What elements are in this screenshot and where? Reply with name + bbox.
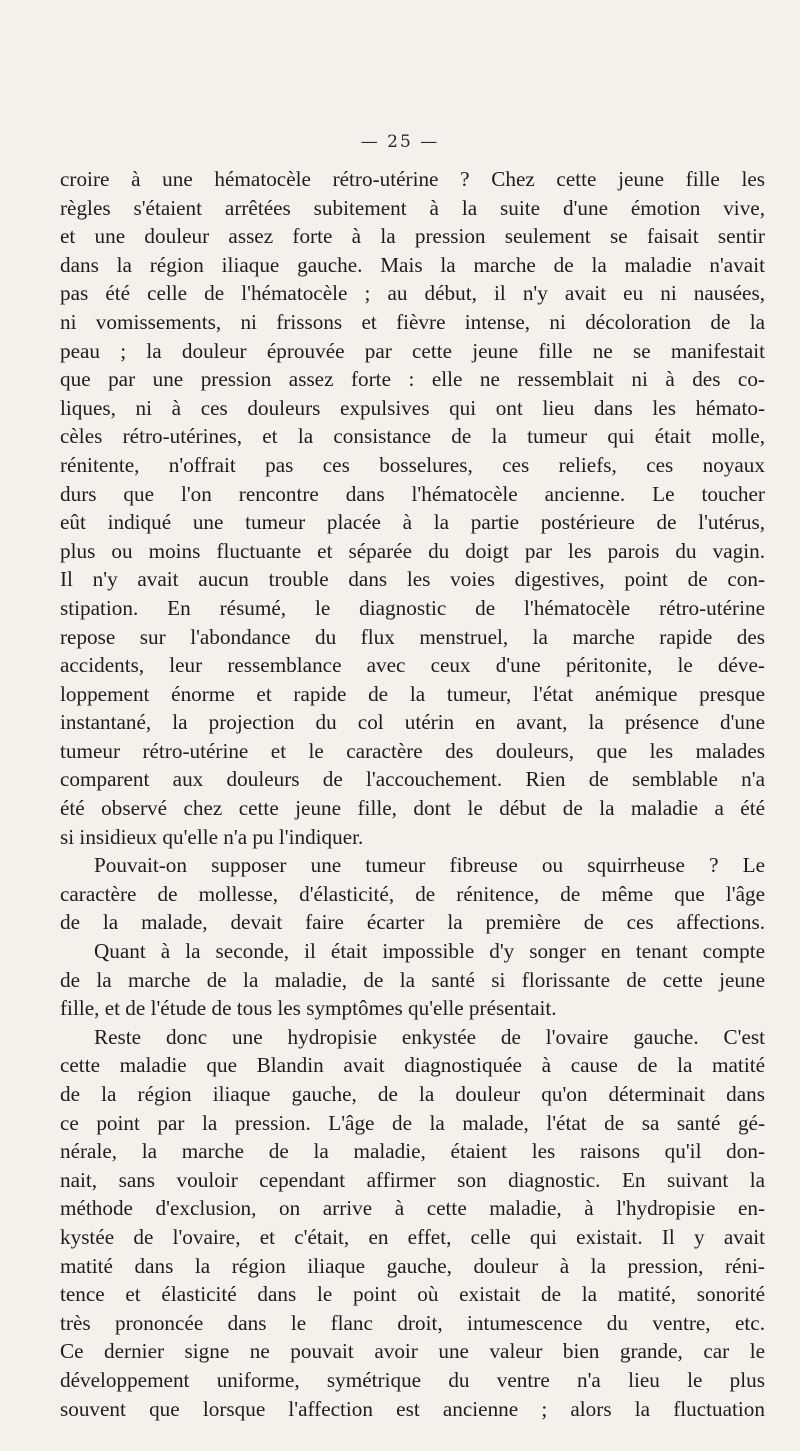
text-line: comparent aux douleurs de l'accouchement. Rien de semblable n'a [60, 767, 765, 792]
text-line: kystée de l'ovaire, et c'était, en effet, celle qui existait. Il y avait [60, 1224, 765, 1249]
text-line: si insidieux qu'elle n'a pu l'indiquer. [60, 824, 364, 849]
text-line: Reste donc une hydropisie enkystée de l'ovaire gauche. C'est [94, 1024, 765, 1049]
text-line: fille, et de l'étude de tous les symptômes qu'elle présentait. [60, 996, 557, 1021]
text-line: instantané, la projection du col utérin en avant, la présence d'une [60, 710, 765, 735]
text-line: Pouvait-on supposer une tumeur fibreuse ou squirrheuse ? Le [94, 853, 765, 878]
text-line: nait, sans vouloir cependant affirmer son diagnostic. En suivant la [60, 1167, 765, 1192]
text-line: ni vomissements, ni frissons et fièvre intense, ni décoloration de la [60, 309, 765, 334]
text-line: rénitente, n'offrait pas ces bosselures, ces reliefs, ces noyaux [60, 452, 765, 477]
text-line: tumeur rétro-utérine et le caractère des douleurs, que les malades [60, 738, 765, 763]
text-line: que par une pression assez forte : elle ne ressemblait ni à des co- [60, 367, 765, 392]
text-line: plus ou moins fluctuante et séparée du doigt par les parois du vagin. [60, 538, 765, 563]
text-line: été observé chez cette jeune fille, dont le début de la maladie a été [60, 796, 765, 821]
text-line: ce point par la pression. L'âge de la malade, l'état de sa santé gé- [60, 1110, 765, 1135]
text-line: de la marche de la maladie, de la santé si florissante de cette jeune [60, 967, 765, 992]
text-line: très prononcée dans le flanc droit, intumescence du ventre, etc. [60, 1310, 765, 1335]
text-line: développement uniforme, symétrique du ventre n'a lieu le plus [60, 1367, 765, 1392]
text-line: Ce dernier signe ne pouvait avoir une valeur bien grande, car le [60, 1339, 765, 1364]
text-line: de la région iliaque gauche, de la douleur qu'on déterminait dans [60, 1082, 765, 1106]
text-line: stipation. En résumé, le diagnostic de l'hématocèle rétro-utérine [60, 595, 765, 620]
text-line: eût indiqué une tumeur placée à la partie postérieure de l'utérus, [60, 510, 765, 535]
text-line: nérale, la marche de la maladie, étaient les raisons qu'il don- [60, 1139, 765, 1164]
text-line: caractère de mollesse, d'élasticité, de rénitence, de même que l'âge [60, 881, 765, 906]
text-line: méthode d'exclusion, on arrive à cette maladie, à l'hydropisie en- [60, 1196, 765, 1221]
text-line: et une douleur assez forte à la pression seulement se faisait sentir [60, 224, 765, 249]
text-line: matité dans la région iliaque gauche, douleur à la pression, réni- [60, 1253, 765, 1278]
body-text [60, 165, 765, 1423]
text-line: croire à une hématocèle rétro-utérine ? Chez cette jeune fille les [60, 167, 765, 191]
text-line: peau ; la douleur éprouvée par cette jeune fille ne se manifestait [60, 338, 765, 363]
text-line: accidents, leur ressemblance avec ceux d'une péritonite, le déve- [60, 653, 765, 678]
text-line: souvent que lorsque l'affection est ancienne ; alors la fluctuation [60, 1396, 765, 1421]
text-line: Il n'y avait aucun trouble dans les voies digestives, point de con- [60, 567, 765, 592]
text-line: cèles rétro-utérines, et la consistance de la tumeur qui était molle, [60, 424, 765, 449]
text-line: dans la région iliaque gauche. Mais la marche de la maladie n'avait [60, 252, 765, 277]
text-line: liques, ni à ces douleurs expulsives qui ont lieu dans les hémato- [60, 395, 765, 420]
text-line: règles s'étaient arrêtées subitement à la suite d'une émotion vive, [60, 195, 765, 220]
text-line: de la malade, devait faire écarter la première de ces affections. [60, 910, 765, 935]
text-line: loppement énorme et rapide de la tumeur, l'état anémique presque [60, 681, 765, 706]
text-line: pas été celle de l'hématocèle ; au début, il n'y avait eu ni nausées, [60, 281, 765, 306]
text-line: Quant à la seconde, il était impossible d'y songer en tenant compte [94, 939, 765, 964]
text-line: repose sur l'abondance du flux menstruel, la marche rapide des [60, 624, 765, 649]
text-line: durs que l'on rencontre dans l'hématocèle ancienne. Le toucher [60, 481, 765, 506]
text-line: tence et élasticité dans le point où existait de la matité, sonorité [60, 1282, 765, 1307]
page-number: — 25 — [360, 132, 440, 152]
text-line: cette maladie que Blandin avait diagnostiquée à cause de la matité [60, 1053, 765, 1078]
